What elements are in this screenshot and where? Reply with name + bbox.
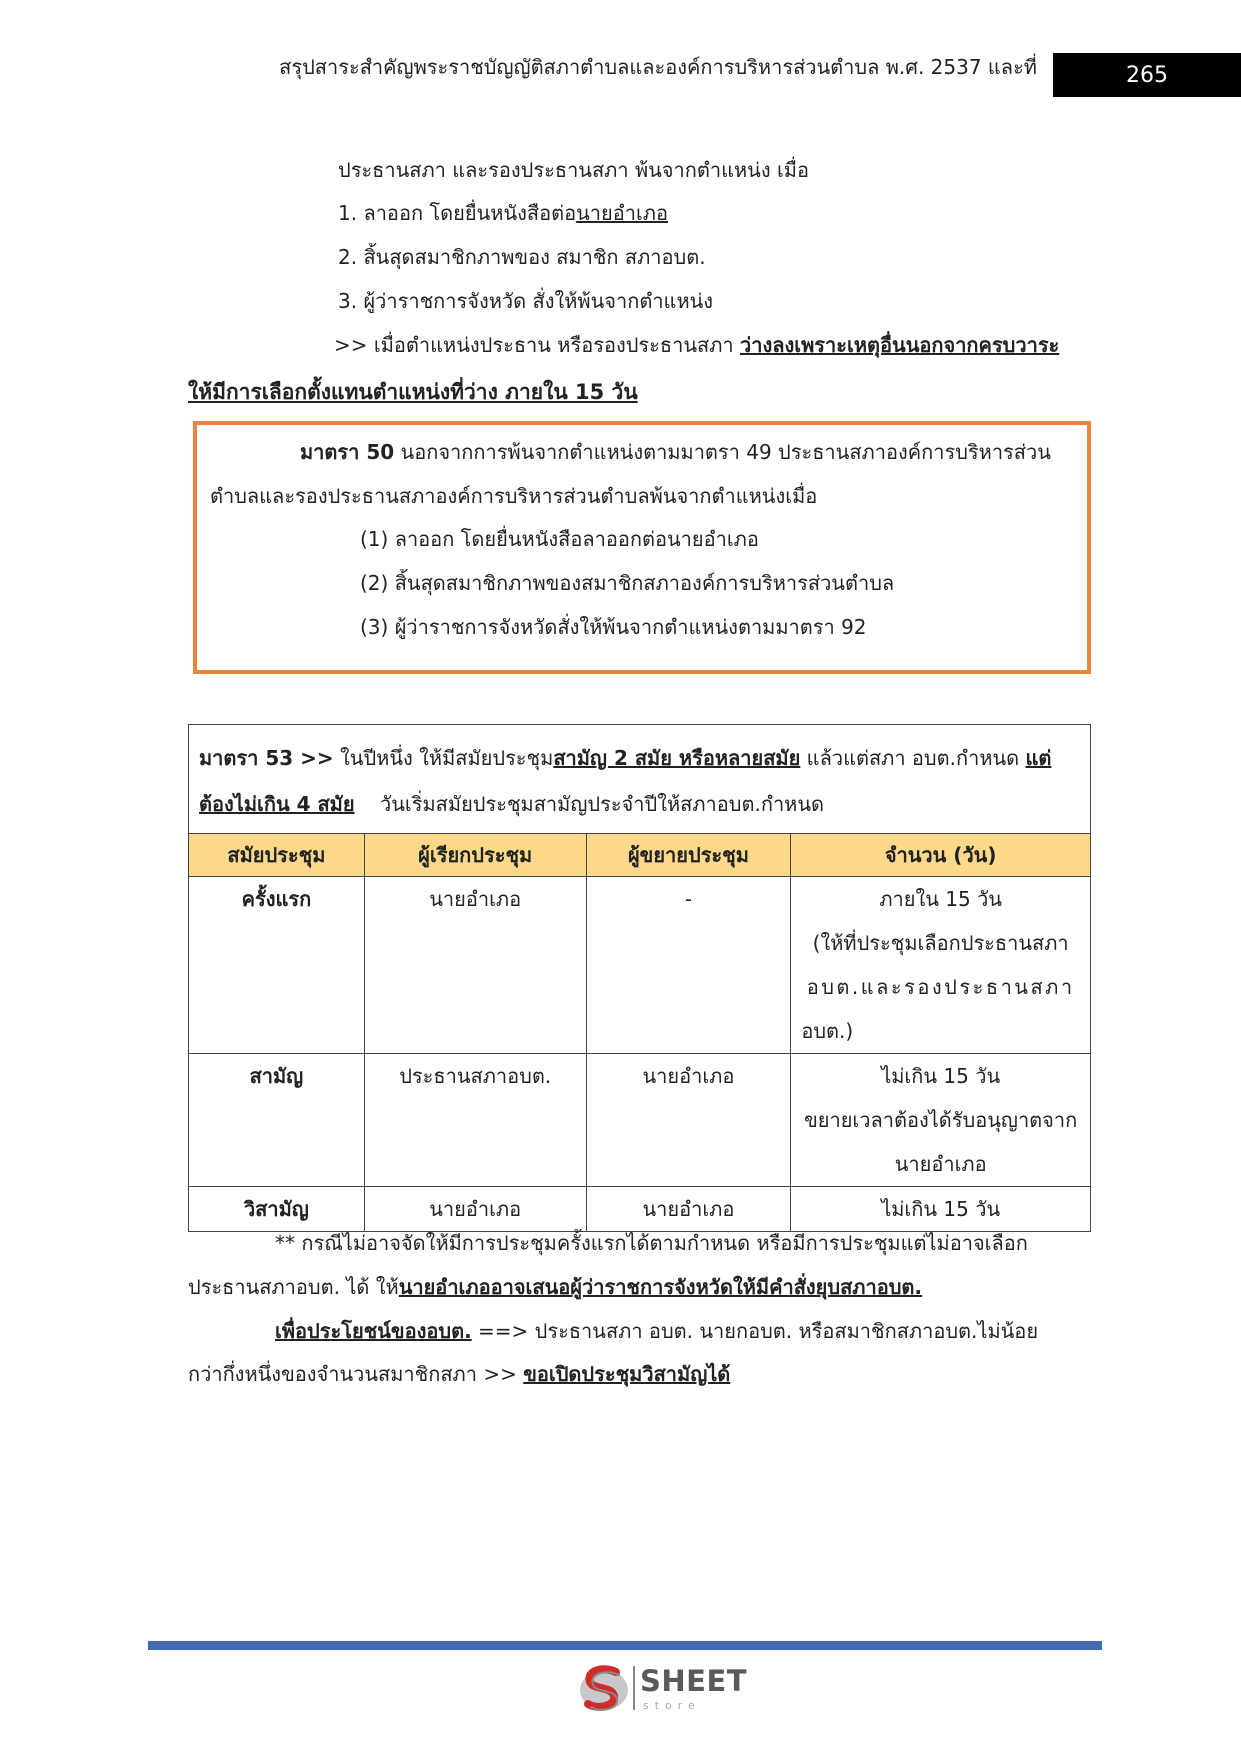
section-50-line-2: ตำบลและรองประธานสภาองค์การบริหารส่วนตำบลพ้นจากตำแหน่งเมื่อ bbox=[210, 484, 818, 508]
row-2-days bbox=[791, 1054, 1091, 1187]
section-53-text-3: วันเริ่มสมัยประชุมสามัญประจำปีให้สภาอบต.กำหนด bbox=[354, 792, 825, 816]
note-1-line-2-bold: นายอำเภออาจเสนอผู้ว่าราชการจังหวัดให้มีคำสั่งยุบสภาอบต. bbox=[398, 1275, 923, 1299]
row-3-days bbox=[791, 1187, 1091, 1232]
row-1-session: ครั้งแรก bbox=[189, 877, 365, 1054]
note-1-line-2 bbox=[188, 1272, 922, 1302]
row-1-days-line-1: ภายใน 15 วัน bbox=[879, 887, 1002, 911]
table-header-session: สมัยประชุม bbox=[189, 834, 365, 877]
section-53-intro-cell bbox=[189, 725, 1091, 834]
section-53-bold-2a: แต่ bbox=[1025, 746, 1052, 770]
intro-item-2: 2. สิ้นสุดสมาชิกภาพของ สมาชิก สภาอบต. bbox=[338, 245, 706, 269]
intro-heading: ประธานสภา และรองประธานสภา พ้นจากตำแหน่ง เมื่อ bbox=[338, 158, 809, 182]
logo-sub: store bbox=[643, 1699, 701, 1712]
row-1-days bbox=[791, 877, 1091, 1054]
row-2-session: สามัญ bbox=[189, 1054, 365, 1187]
row-3-days-line-1: ไม่เกิน 15 วัน bbox=[881, 1197, 1001, 1221]
row-1-days-line-4: อบต.) bbox=[801, 1019, 854, 1043]
note-1-line-1: ** กรณีไม่อาจจัดให้มีการประชุมครั้งแรกได้ตามกำหนด หรือมีการประชุมแต่ไม่อาจเลือก bbox=[275, 1231, 1028, 1255]
section-53-bold-2b: ต้องไม่เกิน 4 สมัย bbox=[199, 792, 355, 816]
intro-item-1 bbox=[338, 198, 668, 228]
logo-divider bbox=[633, 1666, 635, 1710]
section-53-label: มาตรา 53 >> bbox=[199, 746, 334, 770]
row-2-days-line-1: ไม่เกิน 15 วัน bbox=[881, 1064, 1001, 1088]
intro-item-1-underline: นายอำเภอ bbox=[576, 201, 669, 225]
table-header-extender: ผู้ขยายประชุม bbox=[586, 834, 791, 877]
note-2-line-1 bbox=[275, 1316, 1038, 1346]
row-2-extender: นายอำเภอ bbox=[586, 1054, 791, 1187]
section-50-line-1-text: นอกจากการพ้นจากตำแหน่งตามมาตรา 49 ประธานสภาองค์การบริหารส่วน bbox=[394, 440, 1051, 464]
row-1-days-line-3: อบต.และรองประธานสภา bbox=[806, 975, 1075, 999]
row-2-days-line-3: นายอำเภอ bbox=[894, 1152, 987, 1176]
logo-text: SHEET bbox=[640, 1664, 748, 1698]
section-50-label: มาตรา 50 bbox=[300, 440, 395, 464]
row-1-caller: นายอำเภอ bbox=[364, 877, 586, 1054]
row-3-extender: นายอำเภอ bbox=[586, 1187, 791, 1232]
section-53-bold-1: สามัญ 2 สมัย หรือหลายสมัย bbox=[553, 746, 801, 770]
table-header-days: จำนวน (วัน) bbox=[791, 834, 1091, 877]
section-53-intro-row bbox=[189, 725, 1091, 834]
row-1-extender: - bbox=[586, 877, 791, 1054]
section-53-text-1: ในปีหนึ่ง ให้มีสมัยประชุม bbox=[333, 746, 554, 770]
table-header-caller: ผู้เรียกประชุม bbox=[364, 834, 586, 877]
row-3-caller: นายอำเภอ bbox=[364, 1187, 586, 1232]
note-2-line-2 bbox=[188, 1359, 730, 1389]
table-row bbox=[189, 1187, 1091, 1232]
header-title: สรุปสาระสำคัญพระราชบัญญัติสภาตำบลและองค์การบริหารส่วนตำบล พ.ศ. 2537 และที่ bbox=[279, 55, 1037, 79]
note-2-text: ==> ประธานสภา อบต. นายกอบต. หรือสมาชิกสภาอบต.ไม่น้อย bbox=[471, 1319, 1039, 1343]
intro-item-3: 3. ผู้ว่าราชการจังหวัด สั่งให้พ้นจากตำแหน่ง bbox=[338, 289, 714, 313]
sheet-store-logo bbox=[576, 1660, 756, 1716]
row-2-caller: ประธานสภาอบต. bbox=[364, 1054, 586, 1187]
section-53-text-2: แล้วแต่สภา อบต.กำหนด bbox=[800, 746, 1026, 770]
table-row bbox=[189, 1054, 1091, 1187]
note-1-line-2-prefix: ประธานสภาอบต. ได้ ให้ bbox=[188, 1275, 399, 1299]
intro-note-bold-1: ว่างลงเพราะเหตุอื่นนอกจากครบวาระ bbox=[740, 333, 1060, 357]
table-row bbox=[189, 877, 1091, 1054]
intro-note-prefix: >> เมื่อตำแหน่งประธาน หรือรองประธานสภา bbox=[334, 333, 741, 357]
section-50-line-1 bbox=[300, 437, 1051, 467]
section-50-item-2: (2) สิ้นสุดสมาชิกภาพของสมาชิกสภาองค์การบริหารส่วนตำบล bbox=[360, 571, 895, 595]
note-2-bold: เพื่อประโยชน์ของอบต. bbox=[275, 1319, 472, 1343]
row-3-session: วิสามัญ bbox=[189, 1187, 365, 1232]
section-50-item-3: (3) ผู้ว่าราชการจังหวัดสั่งให้พ้นจากตำแหน่งตามมาตรา 92 bbox=[360, 615, 867, 639]
section-50-item-1: (1) ลาออก โดยยื่นหนังสือลาออกต่อนายอำเภอ bbox=[360, 527, 759, 551]
row-1-days-line-2: (ให้ที่ประชุมเลือกประธานสภา bbox=[812, 931, 1069, 955]
section-53-table bbox=[188, 724, 1091, 1232]
note-2-line-2-bold: ขอเปิดประชุมวิสามัญได้ bbox=[523, 1362, 731, 1386]
intro-note-line-2: ให้มีการเลือกตั้งแทนตำแหน่งที่ว่าง ภายใน 15 วัน bbox=[188, 380, 638, 404]
intro-note-line-1 bbox=[334, 330, 1059, 360]
page-number: 265 bbox=[1053, 53, 1241, 97]
intro-item-1-prefix: 1. ลาออก โดยยื่นหนังสือต่อ bbox=[338, 201, 577, 225]
footer-rule bbox=[148, 1641, 1102, 1650]
table-header-row bbox=[189, 834, 1091, 877]
s-logo-icon bbox=[576, 1660, 636, 1716]
note-2-line-2-prefix: กว่ากึ่งหนึ่งของจำนวนสมาชิกสภา >> bbox=[188, 1362, 524, 1386]
row-2-days-line-2: ขยายเวลาต้องได้รับอนุญาตจาก bbox=[804, 1108, 1078, 1132]
